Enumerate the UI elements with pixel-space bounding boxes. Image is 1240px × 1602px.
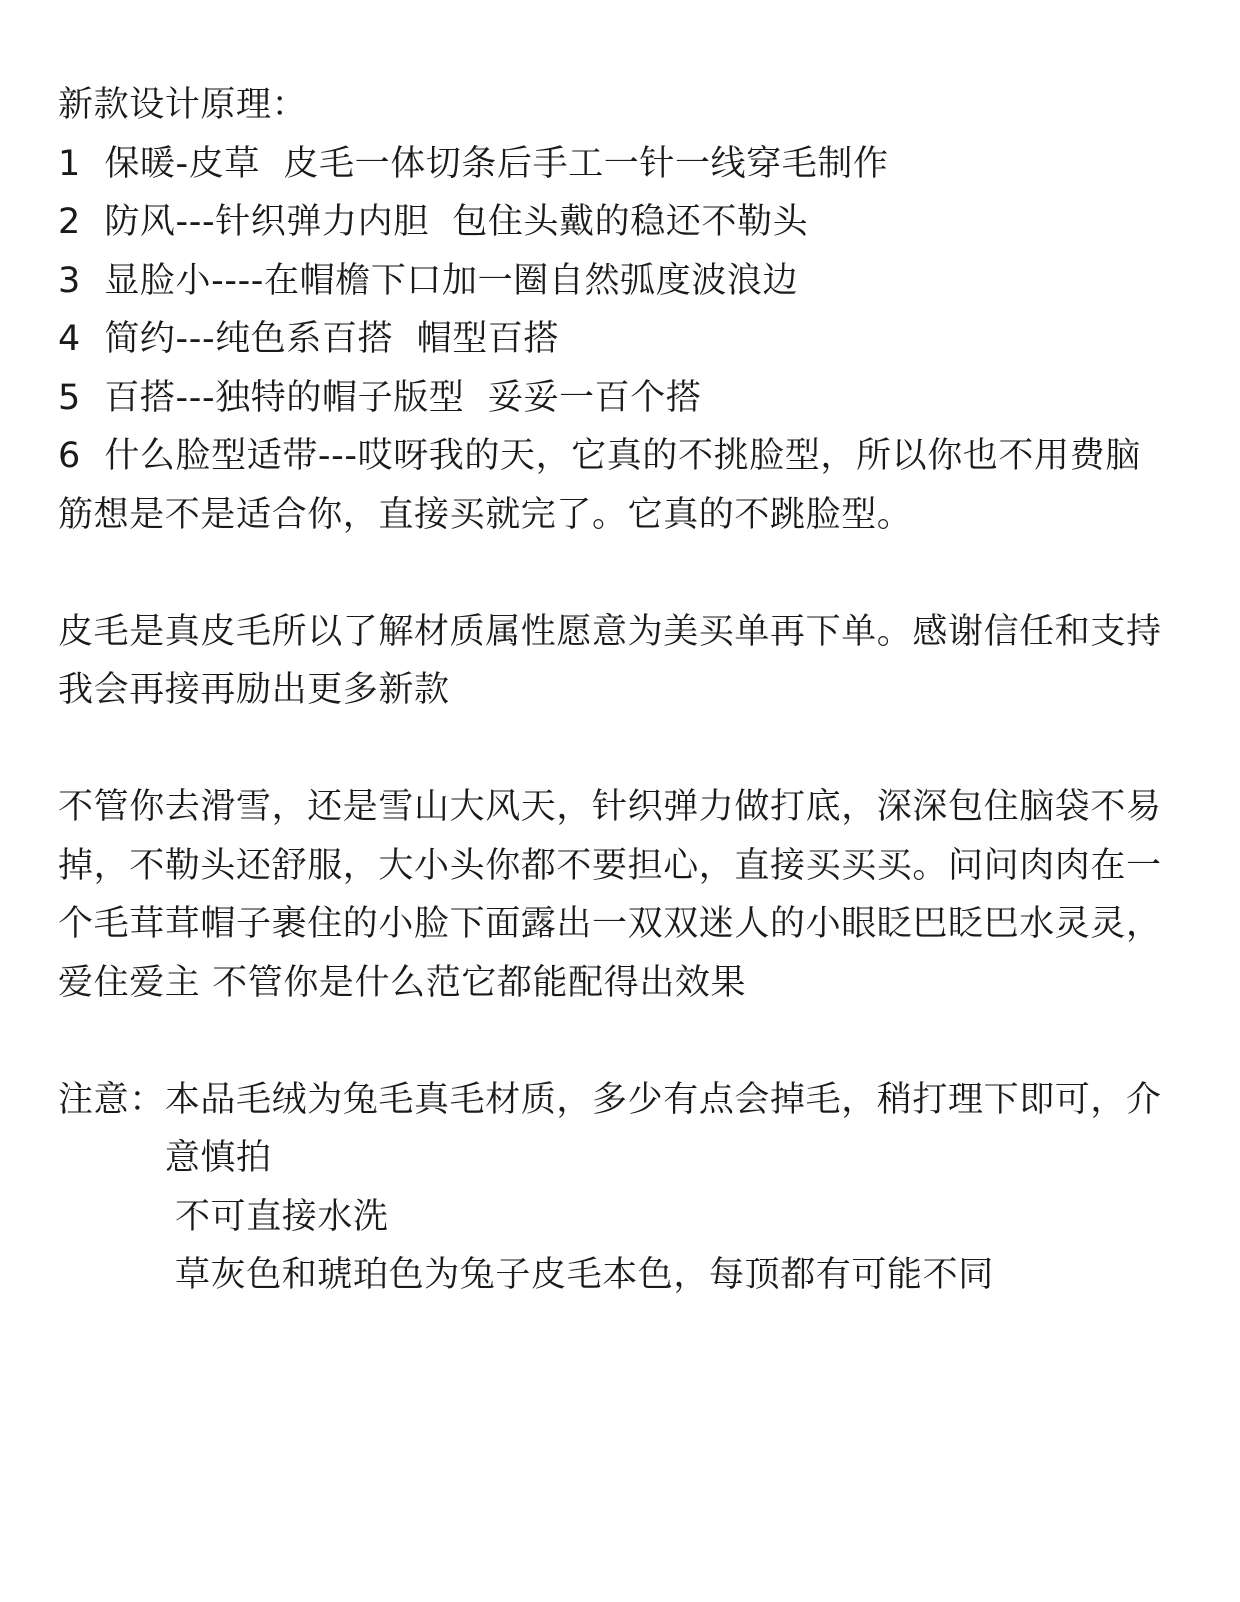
usage-paragraph: 不管你去滑雪，还是雪山大风天，针织弹力做打底，深深包住脑袋不易掉，不勒头还舒服，大小头你都不要担心，直接买买买。问问肉肉在一个毛茸茸帽子裹住的小脸下面露出一双双迷人的小眼眨巴眨巴水灵灵，爱住爱主 不管你是什么范它都能配得出效果 [58,787,1162,1003]
notice-color: 草灰色和琥珀色为兔子皮毛本色，每顶都有可能不同 [175,1255,994,1295]
product-description [58,76,1168,1305]
design-item-4: 4 简约---纯色系百搭 帽型百搭 [58,319,560,359]
design-heading: 新款设计原理： [58,85,308,125]
notice-washing: 不可直接水洗 [175,1196,389,1237]
notice-shedding: 本品毛绒为兔毛真毛材质，多少有点会掉毛，稍打理下即可，介意慎拍 [164,1079,1162,1178]
material-statement: 皮毛是真皮毛所以了解材质属性愿意为美买单再下单。感谢信任和支持 [58,611,1162,652]
spacer [58,720,1168,779]
design-item-3: 3 显脸小----在帽檐下口加一圈自然弧度波浪边 [58,260,799,301]
notice-block [58,1071,1168,1188]
design-item-1: 1 保暖-皮草 皮毛一体切条后手工一针一线穿毛制作 [58,143,889,184]
notice-label: 注意： [58,1079,165,1120]
design-item-5: 5 百搭---独特的帽子版型 妥妥一百个搭 [58,377,702,418]
new-styles-promise: 我会再接再励出更多新款 [58,670,450,710]
design-item-2: 2 防风---针织弹力内胆 包住头戴的稳还不勒头 [58,202,809,242]
spacer [58,544,1168,603]
spacer [58,1012,1168,1071]
design-item-6: 6 什么脸型适带---哎呀我的天，它真的不挑脸型，所以你也不用费脑筋想是不是适合你，直接买就完了。它真的不跳脸型。 [58,436,1141,535]
